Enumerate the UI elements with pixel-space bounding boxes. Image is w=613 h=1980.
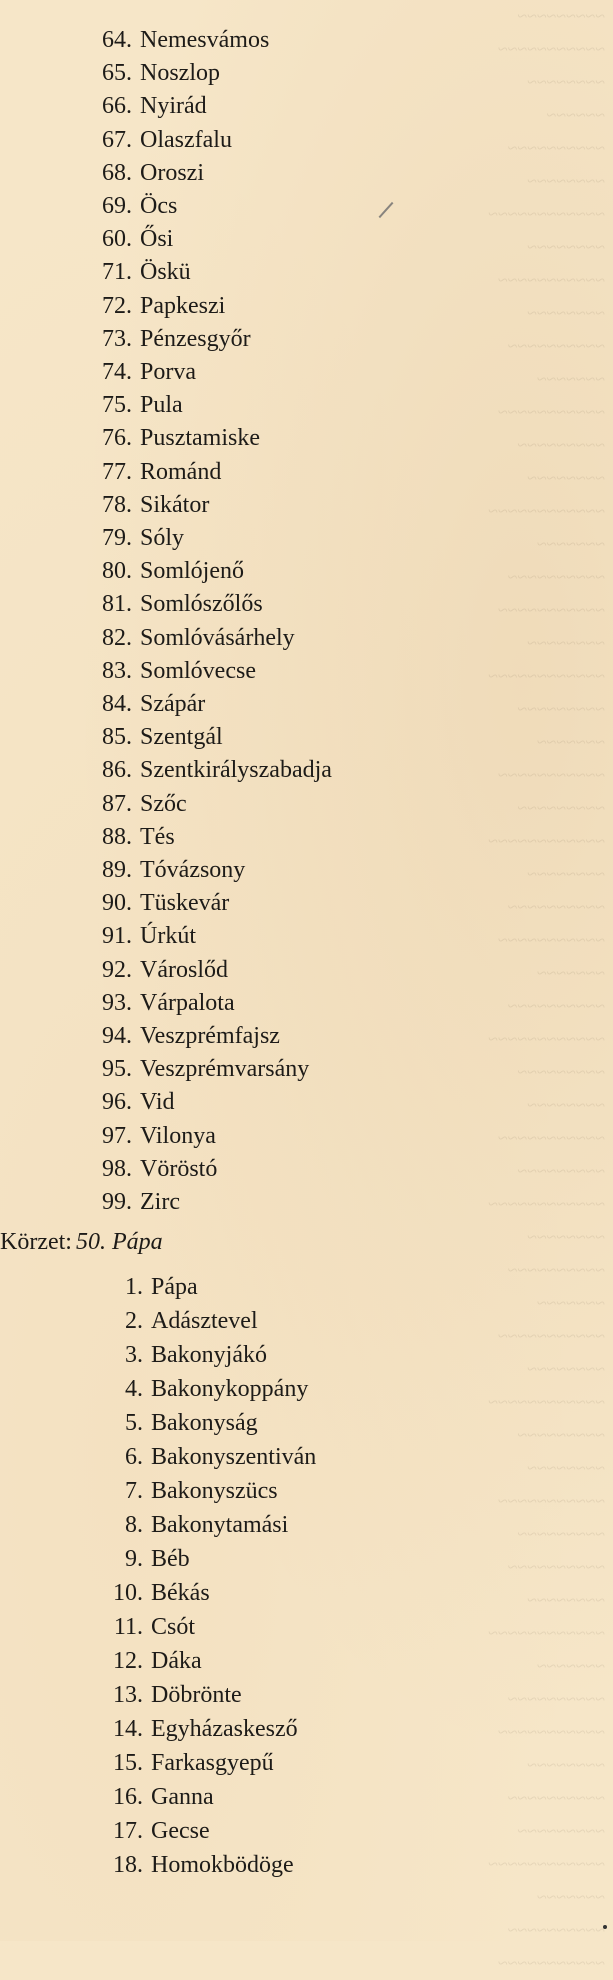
list-item <box>88 59 220 87</box>
item-number: 72. <box>102 292 132 319</box>
item-number: 90. <box>102 890 132 917</box>
item-number: 17. <box>113 1818 143 1844</box>
list-item <box>99 1477 278 1505</box>
list-item <box>88 823 175 851</box>
settlement-name: Pénzesgyőr <box>140 325 251 352</box>
list-item <box>99 1715 298 1743</box>
item-number: 12. <box>113 1648 143 1674</box>
item-number: 77. <box>102 458 132 485</box>
settlement-name: Veszprémfajsz <box>140 1023 280 1049</box>
item-number: 86. <box>102 757 132 784</box>
list-item <box>99 1579 210 1607</box>
settlement-name: Ganna <box>151 1784 214 1810</box>
settlement-name: Adásztevel <box>151 1308 258 1334</box>
settlement-name: Várpalota <box>140 989 235 1016</box>
settlement-name: Úrkút <box>140 923 196 950</box>
list-item <box>88 424 260 452</box>
settlement-name: Bakonyszentiván <box>151 1444 317 1470</box>
list-item <box>88 1088 175 1116</box>
settlement-name: Öcs <box>140 193 178 219</box>
item-number: 67. <box>102 126 132 153</box>
settlement-name: Városlőd <box>140 956 228 983</box>
settlement-name: Somlóvásárhely <box>140 624 295 651</box>
list-item <box>99 1851 294 1879</box>
item-number: 91. <box>102 923 132 950</box>
settlement-name: Pápa <box>151 1274 198 1300</box>
district-name: 50. Pápa <box>75 1229 163 1255</box>
list-item <box>88 358 196 386</box>
list-item <box>88 1188 180 1216</box>
settlement-name: Tüskevár <box>140 890 230 917</box>
item-number: 73. <box>102 325 132 352</box>
item-number: 60. <box>102 226 132 253</box>
item-number: 83. <box>102 657 132 684</box>
list-item <box>99 1375 308 1403</box>
settlement-name: Somlójenő <box>140 558 245 585</box>
item-number: 74. <box>102 359 132 385</box>
item-number: 68. <box>102 159 132 186</box>
list-item <box>99 1341 267 1369</box>
item-number: 75. <box>102 392 132 419</box>
list-item <box>88 92 207 120</box>
item-number: 18. <box>113 1852 143 1878</box>
list-item <box>88 192 177 220</box>
list-item <box>88 325 251 353</box>
settlement-name: Szentkirályszabadja <box>140 757 332 784</box>
list-item <box>88 1155 217 1183</box>
list-item <box>88 889 229 917</box>
item-number: 85. <box>102 724 132 751</box>
settlement-name: Öskü <box>140 259 191 286</box>
list-item <box>88 723 223 751</box>
settlement-name: Dáka <box>151 1648 202 1674</box>
settlement-name: Veszprémvarsány <box>140 1056 310 1083</box>
list-item <box>88 126 232 154</box>
list-item <box>88 292 225 320</box>
settlement-name: Szentgál <box>140 724 223 751</box>
item-number: 98. <box>102 1155 132 1182</box>
settlement-name: Sikátor <box>140 491 210 518</box>
settlement-name: Békás <box>151 1580 210 1606</box>
list-item <box>88 1122 216 1150</box>
list-item <box>99 1817 210 1845</box>
list-item <box>88 258 191 286</box>
item-number: 16. <box>113 1784 143 1810</box>
settlement-name: Szápár <box>140 691 206 717</box>
item-number: 11. <box>113 1614 143 1640</box>
settlement-name: Egyházaskesző <box>151 1716 298 1742</box>
list-item <box>99 1613 195 1641</box>
settlement-name: Porva <box>140 359 196 385</box>
item-number: 14. <box>113 1716 143 1742</box>
item-number: 10. <box>113 1580 143 1606</box>
settlement-name: Tóvázsony <box>140 857 246 883</box>
item-number: 89. <box>102 857 132 883</box>
item-number: 9. <box>125 1546 143 1572</box>
list-item <box>88 557 244 585</box>
item-number: 99. <box>102 1189 132 1215</box>
settlement-name: Szőc <box>140 790 187 817</box>
settlement-name: Béb <box>151 1546 190 1572</box>
item-number: 92. <box>102 956 132 983</box>
settlement-name: Gecse <box>151 1818 210 1844</box>
item-number: 6. <box>125 1444 143 1470</box>
list-item <box>88 391 183 419</box>
item-number: 96. <box>102 1089 132 1116</box>
pencil-mark <box>379 202 394 218</box>
list-item <box>88 159 204 187</box>
item-number: 93. <box>102 989 132 1016</box>
list-item <box>99 1307 258 1335</box>
item-number: 13. <box>113 1682 143 1708</box>
settlement-name: Nemesvámos <box>140 27 270 53</box>
list-item <box>99 1647 202 1675</box>
item-number: 79. <box>102 525 132 551</box>
settlement-name: Döbrönte <box>151 1682 242 1708</box>
list-item <box>88 657 256 685</box>
settlement-name: Zirc <box>140 1189 180 1215</box>
list-item <box>88 690 205 718</box>
item-number: 88. <box>102 823 132 850</box>
list-item <box>99 1511 288 1539</box>
list-item <box>88 624 295 652</box>
item-number: 4. <box>125 1376 143 1402</box>
settlement-name: Sóly <box>140 525 185 551</box>
list-item <box>99 1273 198 1301</box>
settlement-name: Bakonykoppány <box>151 1376 309 1402</box>
list-item <box>88 956 228 984</box>
item-number: 84. <box>102 691 132 717</box>
district-label: Körzet: <box>0 1229 72 1255</box>
list-item <box>99 1749 274 1777</box>
settlement-name: Bakonytamási <box>151 1512 289 1538</box>
settlement-name: Ősi <box>140 226 174 253</box>
list-item <box>88 524 184 552</box>
item-number: 78. <box>102 491 132 518</box>
item-number: 87. <box>102 790 132 817</box>
list-item <box>99 1443 316 1471</box>
list-item <box>88 756 332 784</box>
paper-speck <box>603 1925 607 1929</box>
settlement-name: Farkasgyepű <box>151 1750 274 1776</box>
list-item <box>99 1783 214 1811</box>
item-number: 2. <box>125 1308 143 1334</box>
list-item <box>88 856 245 884</box>
list-item <box>88 458 221 486</box>
list-item <box>88 1055 309 1083</box>
item-number: 1. <box>125 1274 143 1300</box>
list-item <box>99 1545 190 1573</box>
settlement-name: Papkeszi <box>140 292 226 319</box>
list-item <box>99 1681 242 1709</box>
item-number: 82. <box>102 624 132 651</box>
settlement-name: Homokbödöge <box>151 1852 294 1878</box>
item-number: 95. <box>102 1056 132 1083</box>
item-number: 7. <box>125 1478 143 1504</box>
item-number: 64. <box>102 27 132 53</box>
settlement-name: Románd <box>140 458 222 485</box>
item-number: 8. <box>125 1512 143 1538</box>
bleed-through-text: ~~~~~~~~~ ~~~~~~~~~~~ ~~~~~~~~ ~~~~~~ ~~~~~~~~~~ ~~~~~~~~ ~~~~~~~~~~~~ ~~~~~~~~ ~~~~~~~~~~~ ~~~~~~~~ ~~~~~~~~~~ ~~~~~~~ ~~~~~~~~~~~ ~~~~~~~~~ ~~~~~~~~ ~~~~~~~~~~~~ ~~~~~~~ ~~~~~~~~~~ ~~~~~~~~~~~ ~~~~~~~~ ~~~~~~~~~~~~ ~~~~~~~~~ ~~~~~~~ ~~~~~~~~~~~ ~~~~~~~~~ ~~~~~~~~~~~~ ~~~~~~~~ ~~~~~~~~~~ ~~~~~~~~~~~ ~~~~~~~ ~~~~~~~~~~ ~~~~~~~~~~~~ ~~~~~~~~~ ~~~~~~~~ ~~~~~~~~~~~ ~~~~~~~~~ ~~~~~~~~~~~~ ~~~~~~~~ ~~~~~~~~~~ ~~~~~~~ ~~~~~~~~~~~ ~~~~~~~~ ~~~~~~~~~~~~ ~~~~~~~~~ ~~~~~~~~ ~~~~~~~~~~~ ~~~~~~~~~ ~~~~~~~~~~ ~~~~~~~~ ~~~~~~~~~~~~ ~~~~~~~ ~~~~~~~~~~ ~~~~~~~~~~~ ~~~~~~~~ ~~~~~~~~~~ ~~~~~~~~~ ~~~~~~~~~~~~ ~~~~~~~ ~~~~~~~~~~ ~~~~~~~~~~~ <box>488 6 605 1973</box>
list-item <box>88 922 196 950</box>
item-number: 5. <box>125 1410 143 1436</box>
settlement-name: Pula <box>140 392 183 419</box>
district-heading <box>0 1228 163 1256</box>
item-number: 71. <box>102 259 132 286</box>
item-number: 69. <box>102 193 132 219</box>
item-number: 76. <box>102 425 132 452</box>
item-number: 97. <box>102 1122 132 1149</box>
settlement-name: Vid <box>140 1089 175 1116</box>
item-number: 15. <box>113 1750 143 1776</box>
item-number: 3. <box>125 1342 143 1368</box>
settlement-name: Bakonyság <box>151 1410 258 1436</box>
list-item <box>88 989 235 1017</box>
item-number: 81. <box>102 591 132 618</box>
settlement-name: Pusztamiske <box>140 425 260 452</box>
settlement-name: Vilonya <box>140 1122 216 1149</box>
settlement-name: Somlószőlős <box>140 591 263 618</box>
item-number: 80. <box>102 558 132 585</box>
settlement-name: Somlóvecse <box>140 657 256 684</box>
list-item <box>88 790 187 818</box>
settlement-name: Tés <box>140 823 175 850</box>
list-item <box>88 1022 280 1050</box>
list-item <box>88 225 173 253</box>
settlement-name: Vöröstó <box>140 1155 218 1182</box>
list-item <box>88 590 263 618</box>
settlement-name: Nyirád <box>140 93 207 120</box>
settlement-name: Bakonyszücs <box>151 1478 278 1504</box>
item-number: 65. <box>102 60 132 87</box>
item-number: 66. <box>102 93 132 120</box>
settlement-name: Csót <box>151 1614 196 1640</box>
item-number: 94. <box>102 1023 132 1049</box>
settlement-name: Bakonyjákó <box>151 1342 267 1368</box>
list-item <box>88 491 209 519</box>
settlement-name: Noszlop <box>140 60 220 87</box>
list-item <box>88 26 269 54</box>
list-item <box>99 1409 258 1437</box>
settlement-name: Olaszfalu <box>140 126 232 153</box>
settlement-name: Oroszi <box>140 159 204 186</box>
